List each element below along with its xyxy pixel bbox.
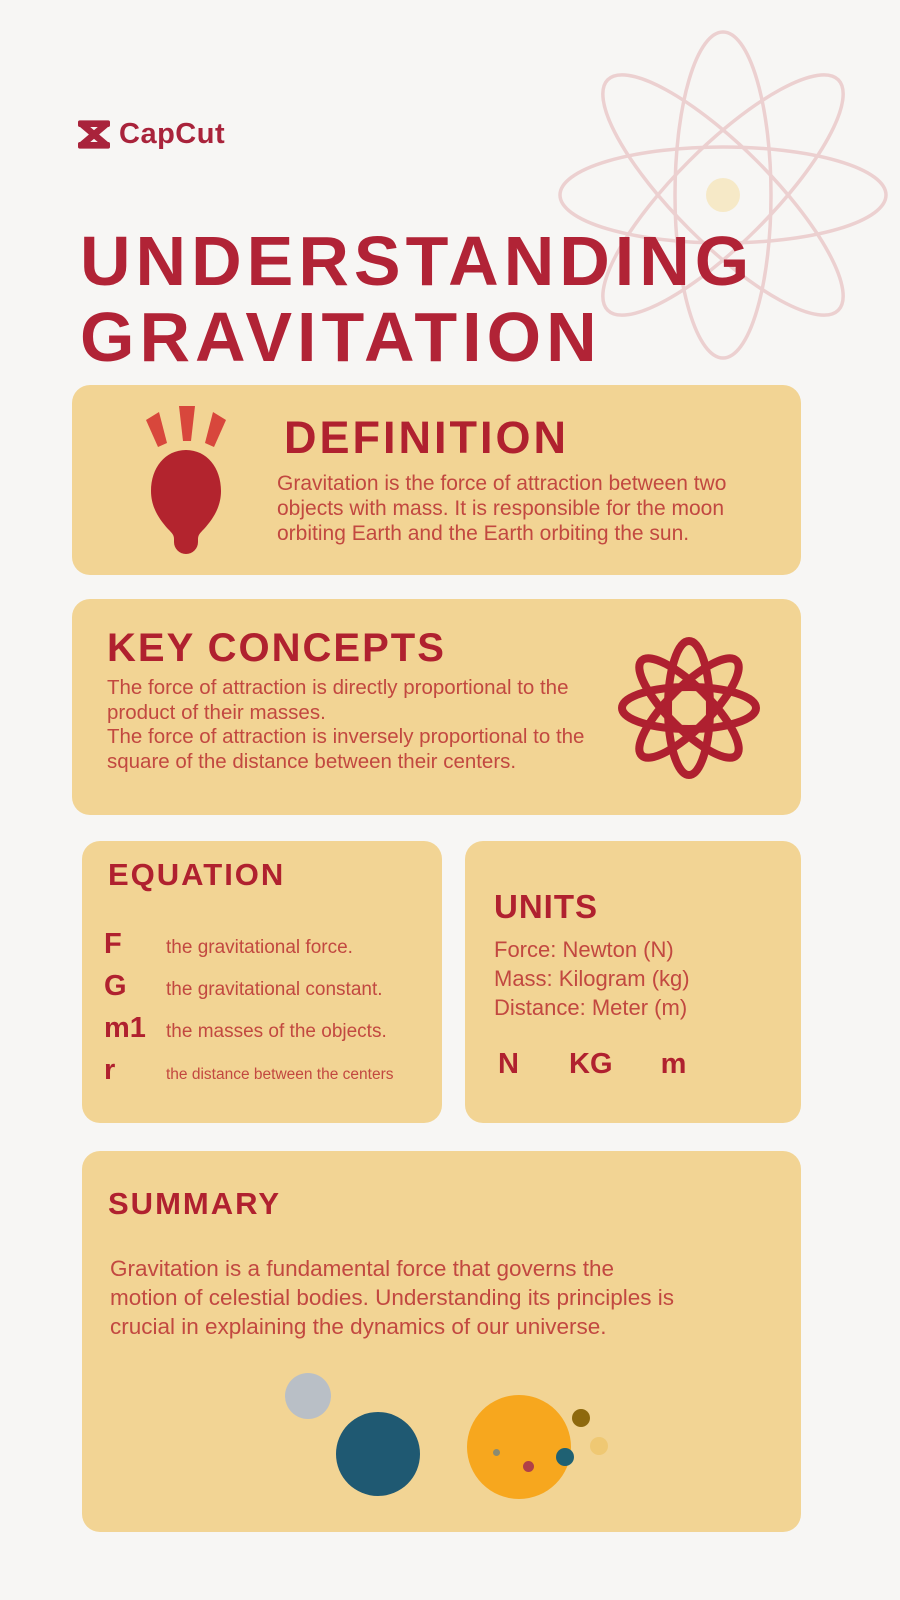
atom-flower-icon <box>610 628 770 788</box>
equation-desc: the gravitational force. <box>166 937 353 958</box>
summary-line: motion of celestial bodies. Understanding its principles is <box>110 1285 675 1310</box>
equation-row <box>104 970 424 1003</box>
equation-heading: EQUATION <box>108 857 286 892</box>
equation-desc: the masses of the objects. <box>166 1021 387 1042</box>
lightbulb-icon <box>138 396 234 558</box>
key-concepts-line: The force of attraction is directly proportional to the <box>107 676 569 699</box>
units-heading: UNITS <box>494 888 598 925</box>
key-concepts-line: square of the distance between their centers. <box>107 749 517 773</box>
unit-badge-kilogram: KG <box>569 1048 613 1080</box>
summary-line: Gravitation is a fundamental force that governs the <box>110 1256 615 1281</box>
units-line: Mass: Kilogram (kg) <box>494 966 690 991</box>
equation-symbol: r <box>104 1054 116 1086</box>
planet-teal <box>336 1412 420 1496</box>
planet-orange <box>467 1395 571 1499</box>
equation-symbol: m1 <box>104 1012 146 1044</box>
units-line: Distance: Meter (m) <box>494 995 688 1020</box>
definition-line: orbiting Earth and the Earth orbiting the sun. <box>277 522 690 545</box>
planet-tiny-gray <box>493 1449 500 1456</box>
planet-small-red <box>523 1461 534 1472</box>
title-line-2: GRAVITATION <box>80 297 602 376</box>
key-concepts-heading: KEY CONCEPTS <box>107 626 446 670</box>
planet-tan <box>590 1437 608 1455</box>
equation-desc: the gravitational constant. <box>166 979 383 1000</box>
units-line: Force: Newton (N) <box>494 937 674 962</box>
planet-gray <box>285 1373 331 1419</box>
title-line-1: UNDERSTANDING <box>80 221 755 300</box>
unit-badge-meter: m <box>660 1048 687 1080</box>
nucleus-dot <box>706 178 740 212</box>
planet-olive <box>572 1409 590 1427</box>
summary-heading: SUMMARY <box>108 1186 282 1221</box>
equation-desc: the distance between the centers <box>166 1066 394 1083</box>
key-concepts-body <box>107 676 584 774</box>
page-title <box>80 223 754 375</box>
summary-line: crucial in explaining the dynamics of our universe. <box>110 1314 607 1339</box>
equation-rows <box>104 928 424 1087</box>
definition-line: objects with mass. It is responsible for the moon <box>277 497 725 520</box>
equation-row <box>104 1054 424 1087</box>
key-concepts-line: product of their masses. <box>107 700 326 724</box>
brand-name: CapCut <box>119 118 226 150</box>
definition-body <box>277 471 726 546</box>
capcut-logo-icon <box>78 119 110 150</box>
key-concepts-line: The force of attraction is inversely proportional to the <box>107 725 585 748</box>
units-body <box>494 935 690 1022</box>
unit-badge-newton: N <box>498 1048 519 1080</box>
units-badges <box>498 1048 686 1081</box>
equation-row <box>104 928 424 961</box>
equation-symbol: F <box>104 928 122 960</box>
definition-line: Gravitation is the force of attraction between two <box>277 472 727 495</box>
planet-small-teal <box>556 1448 574 1466</box>
summary-body <box>110 1254 674 1341</box>
brand-logo <box>78 118 225 151</box>
definition-heading: DEFINITION <box>284 412 569 463</box>
equation-row <box>104 1012 424 1045</box>
equation-symbol: G <box>104 970 127 1002</box>
